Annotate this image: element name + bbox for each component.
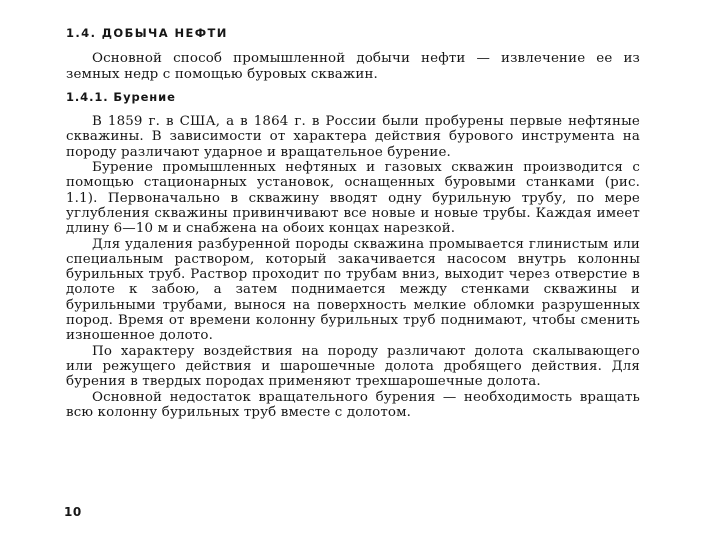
paragraph: По характеру воздействия на породу различают долота скалывающего или режущего действия и шарошечные долота дробящего действия. Для бурения в твердых породах применяют трехшарошечные долота. — [66, 343, 640, 390]
page-number: 10 — [64, 505, 82, 519]
paragraph: Основной недостаток вращательного бурения — необходимость вращать всю колонну бурильных труб вместе с долотом. — [66, 389, 640, 420]
section-heading: 1.4. ДОБЫЧА НЕФТИ — [66, 26, 228, 40]
subsection-heading: 1.4.1. Бурение — [66, 89, 176, 104]
paragraph: Бурение промышленных нефтяных и газовых скважин производится с помощью стационарных установок, оснащенных буровыми станками (рис. 1.1). Первоначально в скважину вводят одну бурильную трубу, по мере углубления скважины привинчивают все новые и новые трубы. Каждая имеет длину 6—10 м и снабжена на обоих концах нарезкой. — [66, 160, 640, 237]
intro-paragraph: Основной способ промышленной добычи нефти — извлечение ее из земных недр с помощью буровых скважин. — [66, 51, 640, 82]
paragraph: В 1859 г. в США, а в 1864 г. в России были пробурены первые нефтяные скважины. В зависимости от характера действия бурового инструмента на породу различают ударное и вращательное бурение. — [66, 114, 640, 160]
paragraph: Для удаления разбуренной породы скважина промывается глинистым или специальным раствором, который закачивается насосом внутрь колонны бурильных труб. Раствор проходит по трубам вниз, выходит через отверстие в долоте к забою, а затем поднимается между стенками скважины и бурильными трубами, вынося на поверхность мелкие обломки разрушенных пород. Время от времени колонну бурильных труб поднимают, чтобы сменить изношенное долото. — [66, 236, 640, 344]
page-text — [66, 26, 640, 420]
